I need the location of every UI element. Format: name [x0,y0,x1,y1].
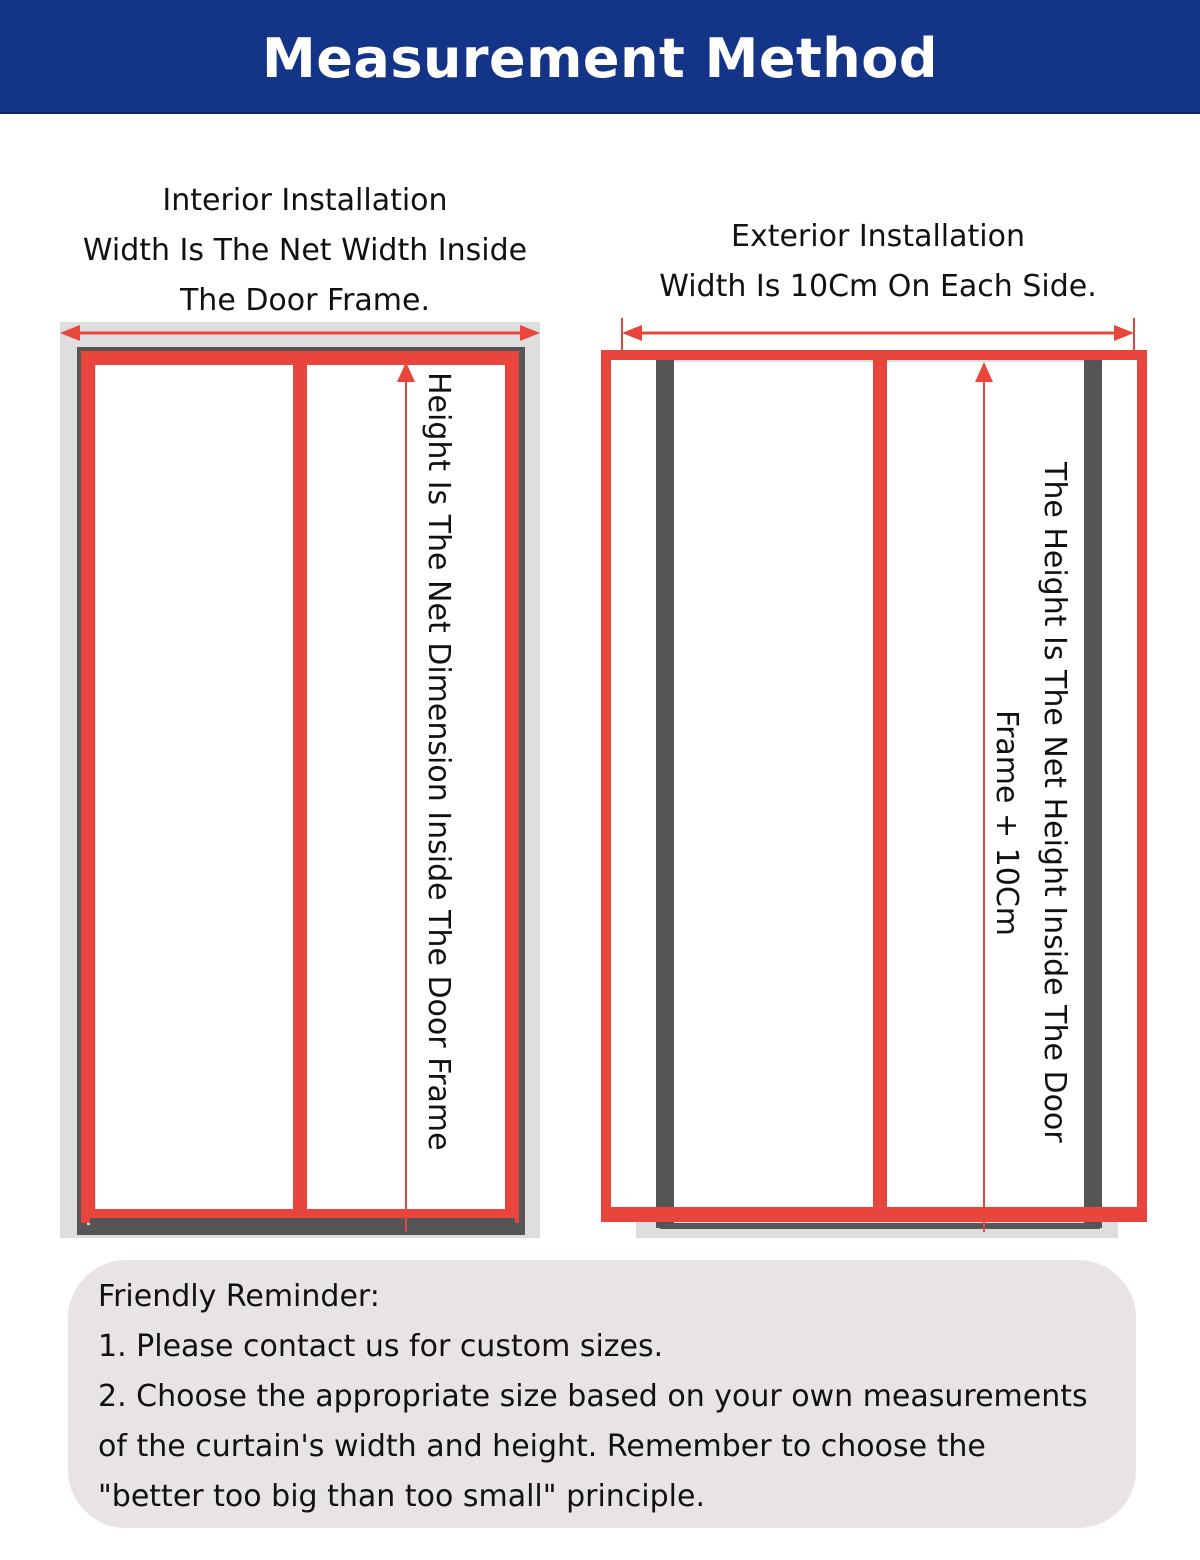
exterior-door-jamb-left [656,358,674,1228]
reminder-item-2-line3: "better too big than too small" principle. [98,1479,706,1514]
interior-width-line1: Width Is The Net Width Inside [82,233,528,268]
exterior-title: Exterior Installation [731,219,1025,254]
exterior-height-label-line2: Frame + 10Cm [989,710,1024,937]
exterior-width-line1: Width Is 10Cm On Each Side. [659,269,1097,304]
exterior-height-label-line1: The Height Is The Net Height Inside The Door [1037,462,1072,1143]
interior-width-line2: The Door Frame. [179,283,431,318]
interior-door-diagram [60,322,540,1238]
interior-title: Interior Installation [162,183,448,218]
reminder-item-2-line2: of the curtain's width and height. Remember to choose the [98,1429,986,1464]
page-title: Measurement Method [262,27,938,90]
reminder-heading: Friendly Reminder: [98,1279,380,1314]
reminder-item-1: 1. Please contact us for custom sizes. [98,1329,664,1364]
reminder-text [98,1272,1168,1522]
exterior-width-arrow [622,318,1134,350]
exterior-door-jamb-right [1084,358,1102,1228]
interior-height-label: Height Is The Net Dimension Inside The Door Frame [421,372,456,1151]
reminder-item-2-line1: 2. Choose the appropriate size based on your own measurements [98,1379,1088,1414]
